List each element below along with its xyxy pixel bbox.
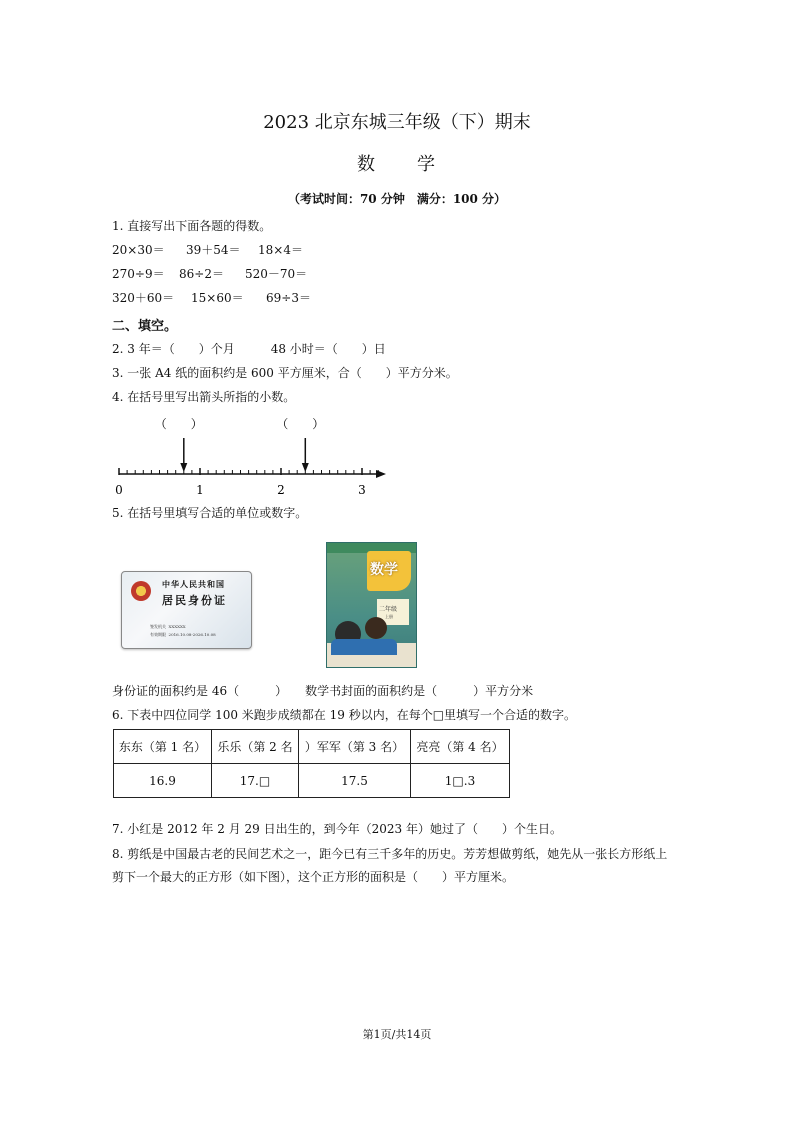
header-cell-1: 东东（第 1 名）: [114, 730, 212, 764]
q5-prompt: 5. 在括号里填写合适的单位或数字。: [112, 506, 308, 520]
q3-text: 3. 一张 A4 纸的面积约是 600 平方厘米，合（ ）平方分米。: [112, 366, 458, 380]
header-cell-4: 亮亮（第 4 名）: [411, 730, 510, 764]
book-volume: 上册: [385, 614, 393, 619]
running-results-table: [113, 729, 510, 798]
value-cell-4[interactable]: 1□.3: [411, 764, 510, 798]
axis-label-3: 3: [358, 483, 366, 497]
value-cell-2[interactable]: 17.□: [212, 764, 299, 798]
q7-text: 7. 小红是 2012 年 2 月 29 日出生的，到今年（2023 年）她过了（ ）个生日。: [112, 822, 562, 836]
q1-r2-c3: 520－70＝: [245, 267, 308, 281]
student-boy-figure: [365, 617, 387, 639]
q1-r1-c3: 18×4＝: [258, 243, 303, 257]
page-number: 第1页/共14页: [362, 1028, 432, 1041]
table-value-row: [114, 764, 510, 798]
book-title: 数学: [370, 562, 398, 578]
q1-r3-c2: 15×60＝: [191, 291, 244, 305]
q1-prompt: 1. 直接写出下面各题的得数。: [112, 219, 272, 233]
section-heading: 二、填空。: [112, 319, 178, 334]
header-cell-2: 乐乐（第 2 名: [212, 730, 299, 764]
students-bodies: [331, 639, 397, 655]
id-card-field2: [150, 632, 216, 638]
id-card-field2-label: 有效期限: [150, 632, 166, 637]
book-grade: 二年级: [379, 606, 398, 613]
q6-prompt: 6. 下表中四位同学 100 米跑步成绩都在 19 秒以内，在每个□里填写一个合适的数字。: [112, 708, 577, 722]
q1-r1-c2: 39＋54＝: [186, 243, 241, 257]
value-cell-3: 17.5: [299, 764, 411, 798]
id-card-image: [121, 571, 252, 649]
id-card-field2-value: 2016.10.08-2026.10.08: [168, 632, 216, 637]
id-card-field1: [150, 624, 186, 630]
axis-label-1: 1: [196, 483, 204, 497]
pointer-arrow-head: [180, 463, 187, 472]
exam-info: （考试时间：70 分钟 满分：100 分）: [287, 192, 507, 206]
id-card-field1-value: XXXXXX: [168, 624, 186, 629]
subject-title: 数 学: [357, 154, 437, 175]
q4-prompt: 4. 在括号里写出箭头所指的小数。: [112, 390, 296, 404]
table-header-row: [114, 730, 510, 764]
q1-r2-c1: 270÷9＝: [112, 267, 165, 281]
pointer-arrow-head: [302, 463, 309, 472]
blank-1[interactable]: （ ）: [154, 417, 203, 431]
math-book-cover-image: [326, 542, 417, 668]
number-line-figure: [108, 410, 398, 500]
q1-r1-c1: 20×30＝: [112, 243, 165, 257]
q5-answer-line: 身份证的面积约是 46（ ） 数学书封面的面积约是（ ）平方分米: [112, 684, 534, 698]
axis-arrowhead: [376, 470, 386, 478]
id-card-line2: 居民身份证: [162, 594, 227, 607]
document-title: 2023 北京东城三年级（下）期末: [263, 112, 531, 133]
id-card-field1-label: 签发机关: [150, 624, 166, 629]
q8-line2: 剪下一个最大的正方形（如下图），这个正方形的面积是（ ）平方厘米。: [112, 870, 515, 884]
national-emblem-icon: [131, 581, 151, 601]
axis-label-2: 2: [277, 483, 285, 497]
value-cell-1: 16.9: [114, 764, 212, 798]
blank-2[interactable]: （ ）: [276, 417, 325, 431]
id-card-line1: 中华人民共和国: [162, 579, 225, 589]
q1-r3-c1: 320＋60＝: [112, 291, 175, 305]
axis-label-0: 0: [115, 483, 123, 497]
q8-line1: 8. 剪纸是中国最古老的民间艺术之一，距今已有三千多年的历史。芳芳想做剪纸，她先从一张长方形纸上: [112, 847, 668, 861]
q1-r2-c2: 86÷2＝: [179, 267, 224, 281]
number-line: [119, 438, 386, 478]
q2-text: 2. 3 年＝（ ）个月 48 小时＝（ ）日: [112, 342, 386, 356]
q1-r3-c3: 69÷3＝: [266, 291, 311, 305]
header-cell-3: ）军军（第 3 名）: [299, 730, 411, 764]
